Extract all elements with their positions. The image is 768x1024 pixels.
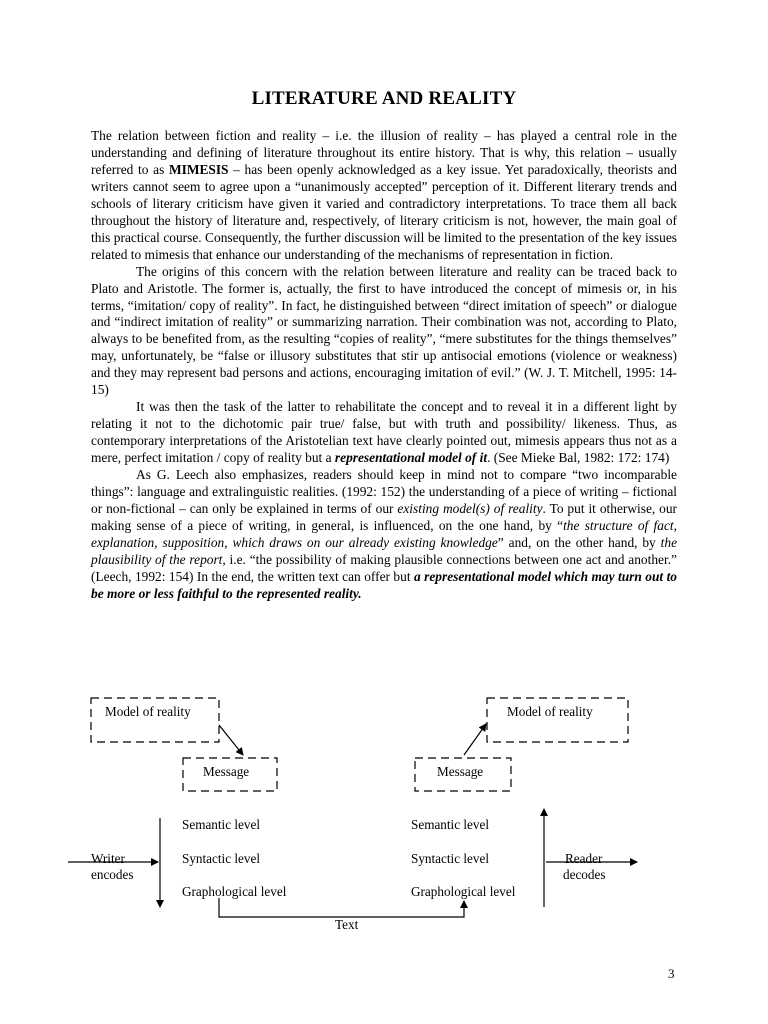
right-message-to-model-arrow bbox=[464, 724, 486, 755]
p4-italic-f: the plausibility of the report bbox=[91, 534, 678, 567]
page-title: LITERATURE AND REALITY bbox=[251, 88, 517, 109]
left-model-label: Model of reality bbox=[105, 704, 191, 719]
right-graphological-level: Graphological level bbox=[411, 884, 516, 899]
p3-emphasis: representational model of it bbox=[334, 450, 488, 466]
writer-label: Writer bbox=[91, 851, 125, 866]
left-semantic-level: Semantic level bbox=[182, 817, 260, 832]
p1-text-a: The relation between fiction and reality – i.e. the illusion of reality – has played a central role in the understanding and defining of literature throughout its entire history. That is why, this relation – usually referred to as bbox=[91, 128, 677, 177]
text-arrow bbox=[219, 898, 464, 917]
reader-label: Reader bbox=[565, 851, 603, 866]
left-message-label: Message bbox=[203, 764, 250, 779]
right-model-label: Model of reality bbox=[507, 704, 593, 719]
p4-italic-b: existing model(s) of reality bbox=[397, 500, 543, 516]
right-semantic-level: Semantic level bbox=[411, 817, 489, 832]
page-number: 3 bbox=[668, 966, 675, 981]
p1-text-c: – has been openly acknowledged as a key issue. Yet paradoxically, theorists and writers cannot seem to agree upon a “unanimously accepted” perception of it. Different literary trends and schools of literary criticism have given it varied and contradictory interpretations. To trace them all back throughout the history of literature and, respectively, of literary criticism is not, however, the main goal of this practical course. Consequently, the further discussion will be limited to the presentation of the key issues related to mimesis that enhance our understanding of the mechanisms of representation in fiction. bbox=[91, 161, 677, 262]
p1-mimesis-term: MIMESIS bbox=[168, 161, 229, 177]
right-syntactic-level: Syntactic level bbox=[411, 851, 489, 866]
left-syntactic-level: Syntactic level bbox=[182, 851, 260, 866]
encodes-label: encodes bbox=[91, 867, 134, 882]
p4-text-g: , i.e. “the possibility of making plausible connections between one act and another.” (Leech, 1992: 154) In the end, the written text can offer but bbox=[91, 551, 677, 584]
right-message-label: Message bbox=[437, 764, 484, 779]
p3-text-c: . (See Mieke Bal, 1982: 172: 174) bbox=[487, 450, 670, 466]
p4-text-a: As G. Leech also emphasizes, readers should keep in mind not to compare “two incomparable things”: language and extralinguistic realities. (1992: 152) the understanding of a piece of writing – fictional or non-fictional – can only be explained in terms of our bbox=[91, 467, 677, 516]
left-graphological-level: Graphological level bbox=[182, 884, 287, 899]
p4-text-e: ” and, on the other hand, by bbox=[497, 534, 661, 550]
p2-text: The origins of this concern with the relation between literature and reality can be traced back to Plato and Aristotle. The former is, actually, the first to have introduced the concept of mimesis or, in his terms, “imitation/ copy of reality”. In fact, he distinguished between “direct imitation of speech” or dialogue and “indirect imitation of reality” or summarizing narration. Their combination was not, according to Plato, always to be benefited from, as the resulting “copies of reality”, “mere substitutes for the things themselves” may, unfortunately, be “false or illusory substitutes that stir up antisocial emotions (violence or weakness) and they may represent bad persons and actions, encouraging imitation of evil.” (W. J. T. Mitchell, 1995: 14-15) bbox=[91, 263, 677, 398]
p4-emphasis: a representational model which may turn out to be more or less faithful to the represented reality. bbox=[91, 568, 677, 601]
p3-text-a: It was then the task of the latter to rehabilitate the concept and to reveal it in a different light by relating it not to the dichotomic pair true/ false, but with truth and possibility/ likeness. Thus, as contemporary interpretations of the Aristotelian text have clearly pointed out, mimesis appears thus not as a mere, perfect imitation / copy of reality but a bbox=[91, 399, 677, 466]
left-model-to-message-arrow bbox=[219, 725, 243, 755]
decodes-label: decodes bbox=[563, 867, 606, 882]
p4-italic-d: the structure of fact, explanation, supposition, which draws on our already existing knowledge bbox=[91, 517, 677, 550]
p4-text-c: . To put it otherwise, our making sense of a piece of writing, in general, is influenced, on the one hand, by “ bbox=[91, 500, 678, 533]
text-label: Text bbox=[335, 917, 359, 932]
